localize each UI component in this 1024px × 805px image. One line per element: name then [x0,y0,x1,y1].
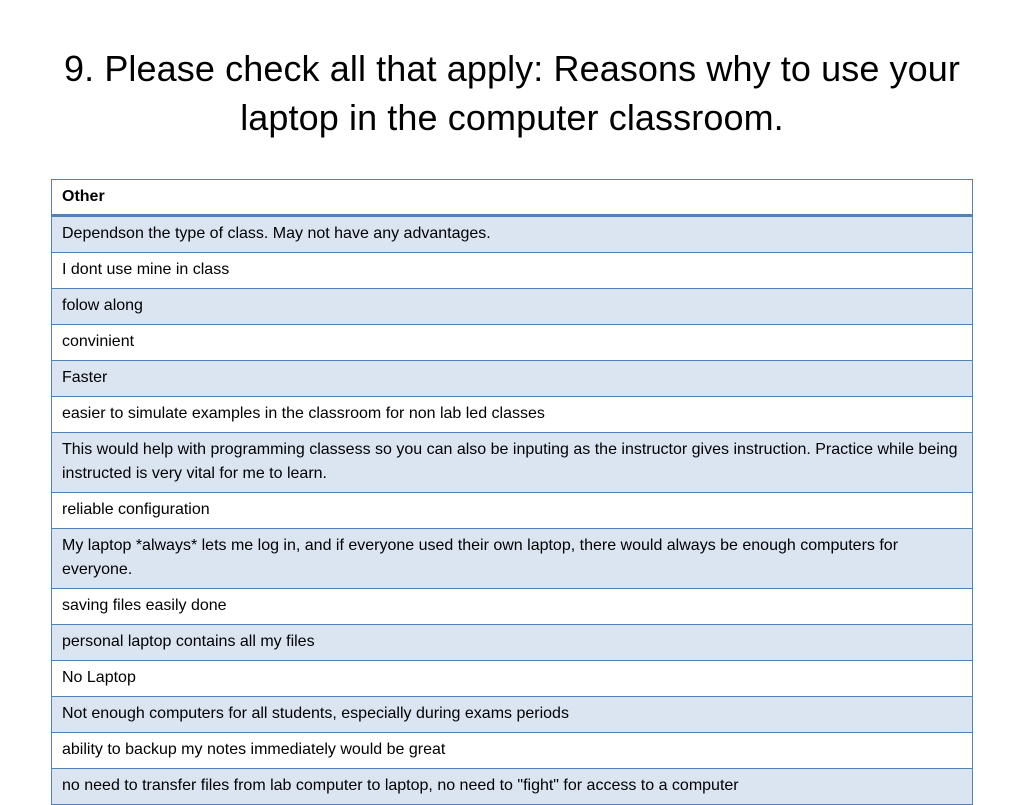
table-cell: saving files easily done [52,589,973,625]
table-cell: ability to backup my notes immediately would be great [52,733,973,769]
table-cell: I dont use mine in class [52,253,973,289]
table-row [52,216,973,253]
table-row [52,493,973,529]
table-cell: folow along [52,289,973,325]
table-row [52,325,973,361]
table-cell: no need to transfer files from lab computer to laptop, no need to "fight" for access to a computer [52,769,973,805]
table-header-row [52,180,973,216]
table-row [52,625,973,661]
table-cell: Faster [52,361,973,397]
table-row [52,361,973,397]
table-cell: Dependson the type of class. May not have any advantages. [52,216,973,253]
table-row [52,733,973,769]
table-row [52,529,973,589]
table-row [52,697,973,733]
table-cell: No Laptop [52,661,973,697]
table-cell: This would help with programming classess so you can also be inputing as the instructor gives instruction. Practice while being instructed is very vital for me to learn. [52,433,973,493]
table-row [52,397,973,433]
table-cell: My laptop *always* lets me log in, and if everyone used their own laptop, there would always be enough computers for everyone. [52,529,973,589]
responses-table [51,179,973,805]
table-row [52,661,973,697]
table-cell: personal laptop contains all my files [52,625,973,661]
table-cell: convinient [52,325,973,361]
responses-table-container [51,179,973,805]
table-cell: Not enough computers for all students, especially during exams periods [52,697,973,733]
table-cell: easier to simulate examples in the classroom for non lab led classes [52,397,973,433]
table-row [52,589,973,625]
table-cell: reliable configuration [52,493,973,529]
slide-title: 9. Please check all that apply: Reasons why to use your laptop in the computer classroom. [64,48,960,138]
table-row [52,253,973,289]
column-header-other: Other [52,180,973,216]
table-row [52,769,973,805]
table-row [52,433,973,493]
table-row [52,289,973,325]
